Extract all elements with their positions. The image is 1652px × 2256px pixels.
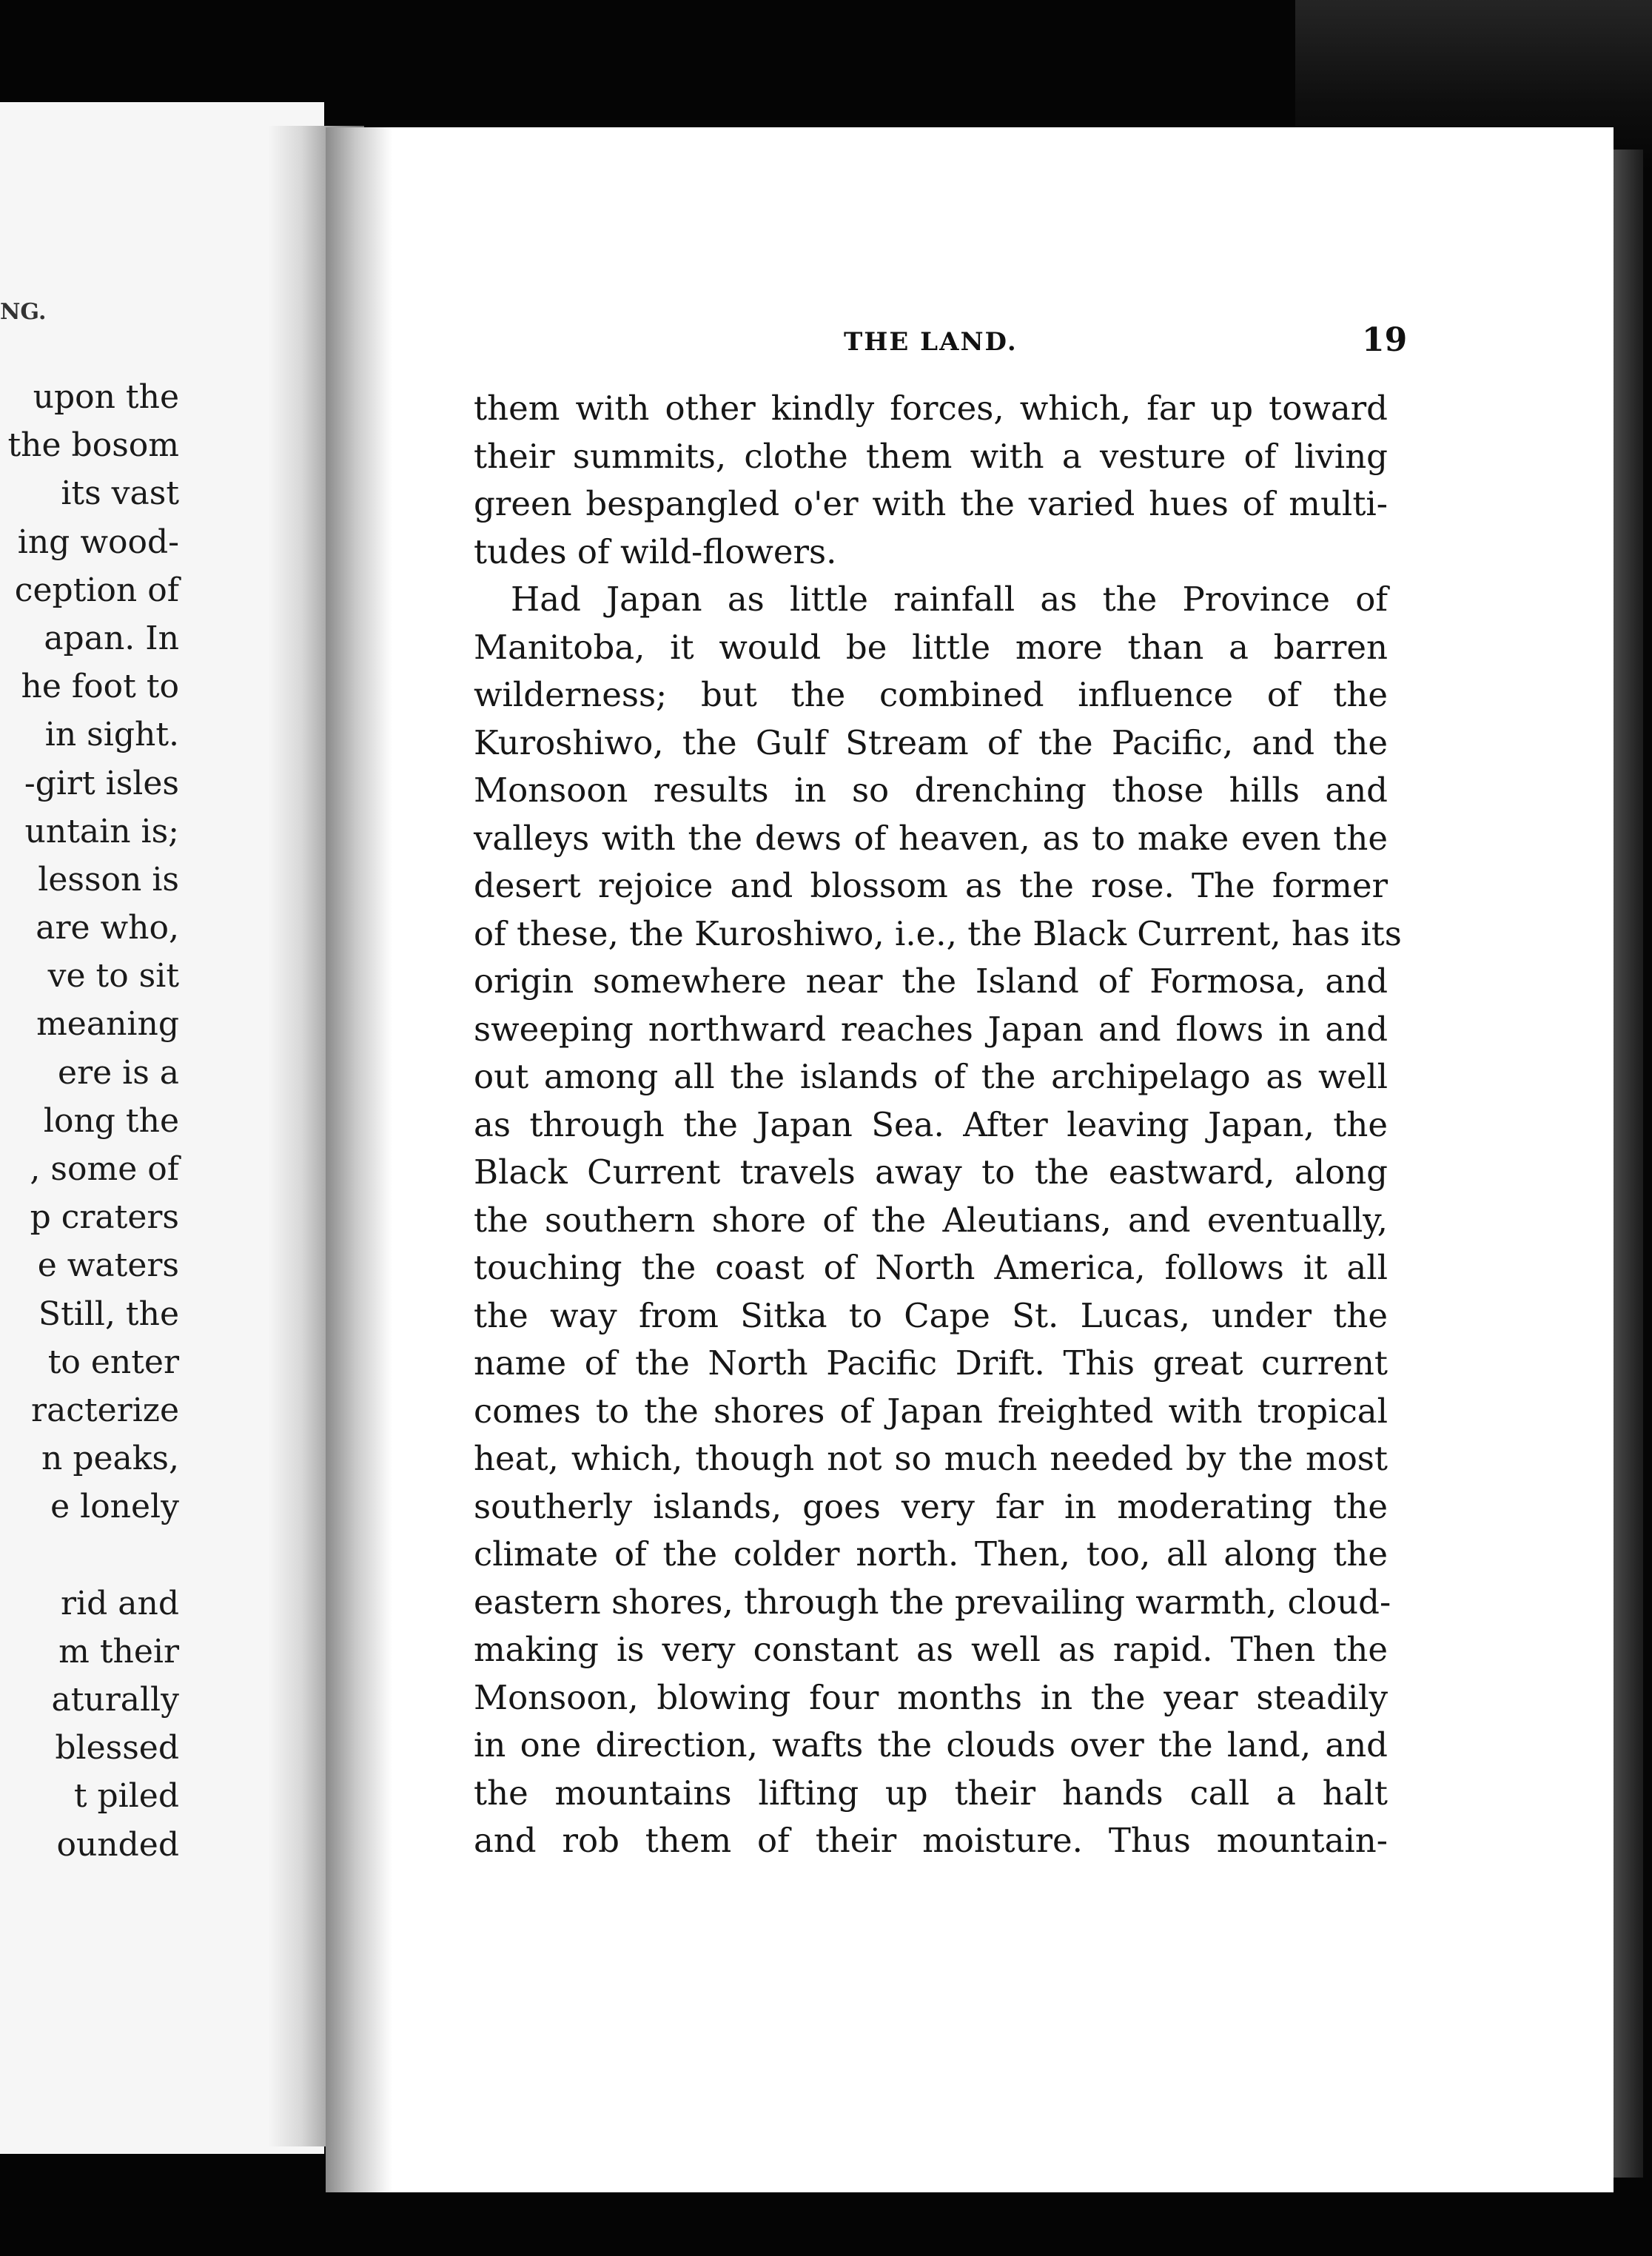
text-line: n peaks, [41,1440,179,1478]
text-line: untain is; [24,812,179,850]
text-line: he foot to [21,668,179,706]
spine-shadow [326,127,392,2192]
blank-line [0,1531,179,1579]
text-line: Had Japan as little rainfall as the Province of [511,580,1388,619]
right-page [326,127,1614,2192]
text-line: m their [58,1632,179,1671]
text-line: the way from Sitka to Cape St. Lucas, under the [474,1295,1388,1335]
text-line: ing wood- [17,523,179,561]
text-line: name of the North Pacific Drift. This great current [474,1343,1388,1383]
text-line: Kuroshiwo, the Gulf Stream of the Pacific, and the [474,722,1388,762]
text-line: heat, which, though not so much needed by the most [474,1439,1388,1478]
page-edge [1614,150,1643,2178]
text-line: sweeping northward reaches Japan and flows in and [474,1009,1388,1049]
text-line: ounded [56,1825,179,1864]
text-line: the bosom [7,426,179,465]
page-body-text [474,385,1402,1865]
text-line: of these, the Kuroshiwo, i.e., the Black Current, has its [474,913,1402,953]
text-line: upon the [33,378,179,416]
text-line: its vast [61,474,179,513]
running-header: THE LAND. [844,327,1018,357]
text-line: tudes of wild-flowers. [474,531,837,571]
text-line: meaning [36,1005,179,1044]
text-line: racterize [31,1391,179,1429]
text-line: e lonely [50,1488,179,1526]
text-line: wilderness; but the combined influence of the [474,675,1388,714]
text-line: aturally [51,1681,179,1719]
text-line: t piled [73,1777,179,1816]
left-page-text [0,373,179,1869]
text-line: Manitoba, it would be little more than a barren [474,627,1388,667]
text-line: out among all the islands of the archipelago as well [474,1057,1388,1096]
page-number: 19 [1362,321,1408,359]
text-line: eastern shores, through the prevailing warmth, cloud- [474,1582,1391,1622]
left-running-header: NG. [0,299,47,325]
text-line: rid and [61,1584,179,1622]
text-line: blessed [55,1729,179,1767]
text-line: ve to sit [47,957,179,996]
text-line: are who, [36,909,179,947]
text-line: the mountains lifting up their hands call a halt [474,1773,1388,1813]
text-line: Monsoon, blowing four months in the year steadily [474,1677,1388,1717]
text-line: touching the coast of North America, follows it all [474,1248,1388,1287]
text-line: and rob them of their moisture. Thus mountain- [474,1821,1388,1860]
text-line: in one direction, wafts the clouds over the land, and [474,1725,1388,1765]
text-line: as through the Japan Sea. After leaving Japan, the [474,1104,1388,1144]
text-line: apan. In [44,619,179,657]
text-line: valleys with the dews of heaven, as to make even the [474,818,1388,858]
text-line: climate of the colder north. Then, too, all along the [474,1534,1388,1574]
text-line: in sight. [44,716,179,754]
text-line: them with other kindly forces, which, far up toward [474,389,1388,428]
text-line: long the [43,1101,179,1140]
text-line: Still, the [38,1295,179,1333]
text-line: southerly islands, goes very far in moderating the [474,1486,1388,1526]
text-line: lesson is [38,860,179,899]
text-line: Monsoon results in so drenching those hills and [474,771,1388,810]
text-line: making is very constant as well as rapid. Then the [474,1630,1388,1669]
text-line: green bespangled o'er with the varied hues of multi- [474,484,1388,523]
text-line: to enter [47,1343,179,1381]
text-line: ception of [14,571,179,609]
text-line: their summits, clothe them with a vesture of living [474,436,1388,476]
text-line: the southern shore of the Aleutians, and eventually, [474,1200,1388,1240]
text-line: origin somewhere near the Island of Formosa, and [474,961,1388,1001]
text-line: -girt isles [24,764,179,802]
text-line: Black Current travels away to the eastward, along [474,1152,1388,1192]
text-line: e waters [37,1246,179,1285]
text-line: p craters [30,1198,179,1237]
text-line: desert rejoice and blossom as the rose. The former [474,866,1388,905]
text-line: comes to the shores of Japan freighted with tropical [474,1391,1388,1431]
text-line: , some of [30,1150,179,1188]
text-line: ere is a [58,1053,179,1092]
